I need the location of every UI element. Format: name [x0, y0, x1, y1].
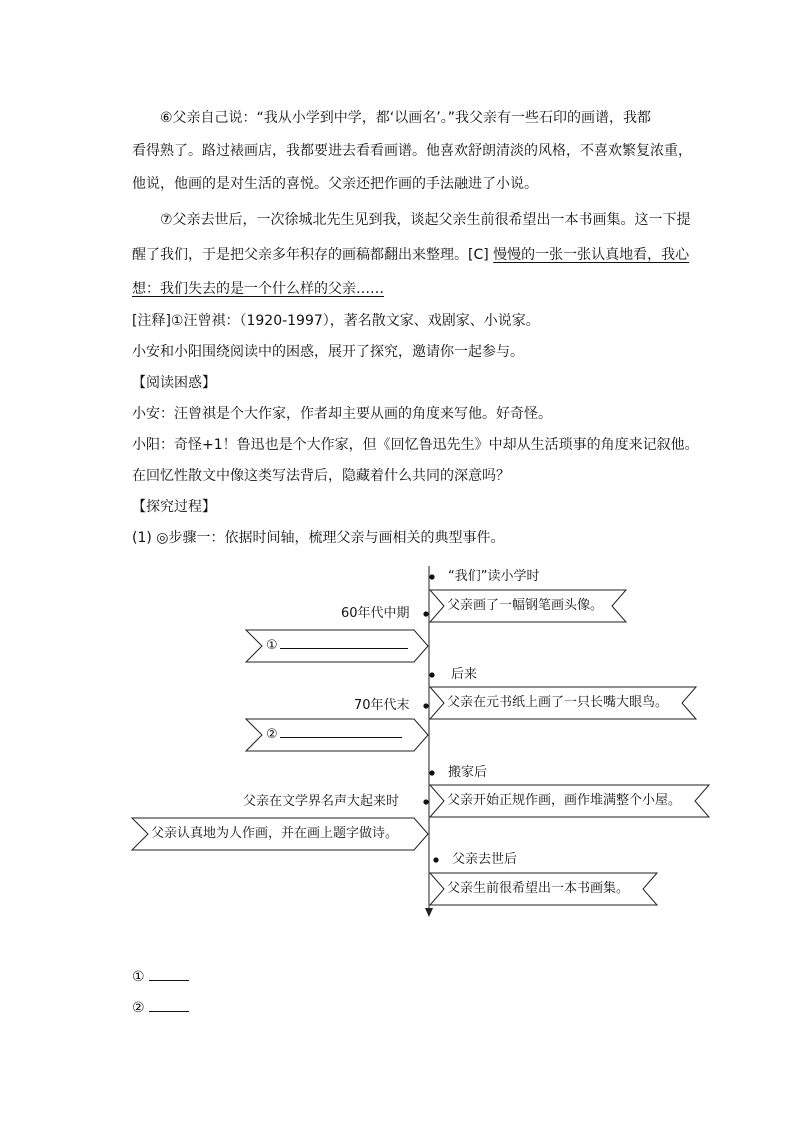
timeline-right-time-2: 后来 — [451, 667, 478, 682]
timeline-dot — [429, 770, 434, 775]
timeline-left-time-1: 60年代中期 — [341, 606, 410, 621]
paragraph-7-line-2-text: 醒了我们，于是把父亲多年积存的画稿都翻出来整理。[C] — [132, 247, 494, 263]
timeline-dot — [429, 574, 434, 579]
answer-1-marker: ① — [132, 969, 145, 985]
paragraph-6-line-1: ⑥父亲自己说：“我从小学到中学，都‘以画名’。”我父亲有一些石印的画谱，我都 — [160, 110, 651, 126]
xiaoyang-line-2: 在回忆性散文中像这类写法背后，隐藏着什么共同的深意吗？ — [132, 468, 510, 484]
timeline-arrowhead — [425, 908, 433, 917]
answer-1-blank[interactable] — [149, 980, 189, 981]
timeline-right-time-4: 父亲去世后 — [452, 852, 518, 867]
answer-2-blank[interactable] — [149, 1011, 189, 1012]
timeline-dot — [423, 799, 428, 804]
timeline-dot — [423, 703, 428, 708]
step-one-instruction: (1) ◎步骤一：依据时间轴，梳理父亲与画相关的典型事件。 — [132, 530, 505, 546]
heading-process: 【探究过程】 — [132, 499, 216, 515]
timeline-left-event-1 — [266, 637, 408, 655]
blank-2-marker: ② — [266, 727, 278, 742]
xiaoyang-line-1: 小阳：奇怪+1！鲁迅也是个大作家，但《回忆鲁迅先生》中却从生活琐事的角度来记叙他。 — [132, 437, 699, 453]
paragraph-7-line-2 — [132, 245, 689, 265]
xiaoan-line: 小安：汪曾祺是个大作家，作者却主要从画的角度来写他。好奇怪。 — [132, 406, 552, 422]
paragraph-6-line-3: 他说，他画的是对生活的喜悦。父亲还把作画的手法融进了小说。 — [132, 176, 538, 192]
blank-1-marker: ① — [266, 638, 278, 653]
timeline-left-time-3: 父亲在文学界名声大起来时 — [243, 794, 400, 809]
timeline-dot — [429, 672, 434, 677]
timeline-right-event-1: 父亲画了一幅钢笔画头像。 — [447, 598, 604, 613]
paragraph-7-line-3: 想：我们失去的是一个什么样的父亲…… — [132, 281, 384, 297]
blank-line-2[interactable] — [280, 737, 402, 738]
timeline-left-event-2 — [266, 726, 402, 744]
intro-text: 小安和小阳围绕阅读中的困惑，展开了探究，邀请你一起参与。 — [132, 344, 524, 360]
timeline-dot — [433, 857, 438, 862]
paragraph-6-line-2: 看得熟了。路过裱画店，我都要进去看看画谱。他喜欢舒朗清淡的风格，不喜欢繁复浓重， — [132, 143, 692, 159]
blank-line-1[interactable] — [280, 648, 408, 649]
timeline-left-event-3: 父亲认真地为人作画，并在画上题字做诗。 — [151, 826, 399, 841]
timeline-dot — [423, 611, 428, 616]
timeline-right-event-3: 父亲开始正规作画，画作堆满整个小屋。 — [447, 793, 682, 808]
paragraph-7-line-1: ⑦父亲去世后，一次徐城北先生见到我，谈起父亲生前很希望出一本书画集。这一下提 — [160, 212, 691, 228]
answer-2 — [132, 998, 189, 1018]
timeline-right-time-1: “我们”读小学时 — [448, 569, 540, 584]
timeline-right-time-3: 搬家后 — [448, 765, 488, 780]
timeline-right-event-4: 父亲生前很希望出一本书画集。 — [447, 881, 630, 896]
answer-1 — [132, 967, 189, 987]
underlined-sentence-c: 慢慢的一张一张认真地看，我心 — [493, 247, 690, 263]
heading-confusion: 【阅读困惑】 — [132, 375, 216, 391]
timeline-right-event-2: 父亲在元书纸上画了一只长嘴大眼鸟。 — [447, 695, 669, 710]
footnote: [注释]①汪曾祺：（1920-1997），著名散文家、戏剧家、小说家。 — [132, 313, 540, 329]
answer-2-marker: ② — [132, 1000, 145, 1016]
timeline-left-time-2: 70年代末 — [354, 698, 410, 713]
